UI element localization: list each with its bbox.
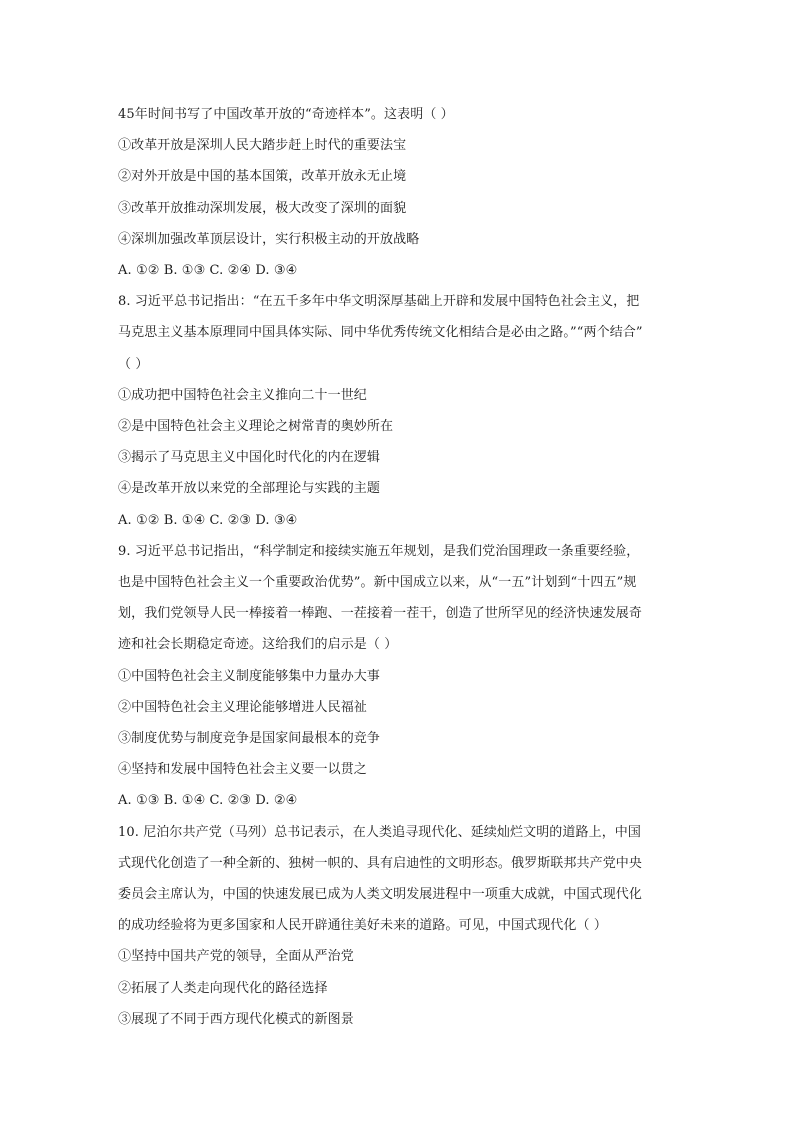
option-4: ④坚持和发展中国特色社会主义要一以贯之 <box>118 762 367 778</box>
option-3: ③制度优势与制度竞争是国家间最根本的竞争 <box>118 731 381 747</box>
questions-column <box>118 99 688 1035</box>
option-2: ②拓展了人类走向现代化的路径选择 <box>118 980 328 996</box>
question-stem-line: 10. 尼泊尔共产党（马列）总书记表示，在人类追寻现代化、延续灿烂文明的道路上，中国 <box>118 824 642 840</box>
answer-choices: A. ①② B. ①④ C. ②③ D. ③④ <box>118 512 298 528</box>
option-4: ④是改革开放以来党的全部理论与实践的主题 <box>118 481 381 497</box>
option-1: ①坚持中国共产党的领导，全面从严治党 <box>118 949 354 965</box>
option-3: ③改革开放推动深圳发展，极大改变了深圳的面貌 <box>118 200 407 216</box>
answer-choices: A. ①② B. ①③ C. ②④ D. ③④ <box>118 263 298 279</box>
option-4: ④深圳加强改革顶层设计，实行积极主动的开放战略 <box>118 231 420 247</box>
question-stem-line: 式现代化创造了一种全新的、独树一帜的、具有启迪性的文明形态。俄罗斯联邦共产党中央 <box>118 855 643 871</box>
option-1: ①中国特色社会主义制度能够集中力量办大事 <box>118 668 381 684</box>
option-2: ②是中国特色社会主义理论之树常青的奥妙所在 <box>118 419 394 435</box>
option-2: ②中国特色社会主义理论能够增进人民福祉 <box>118 699 367 715</box>
option-1: ①改革开放是深圳人民大踏步赶上时代的重要法宝 <box>118 138 407 154</box>
question-stem-line: 马克思主义基本原理同中国具体实际、同中华优秀传统文化相结合是必由之路。”“两个结合” <box>118 325 643 341</box>
question-stem-line: （ ） <box>118 356 149 372</box>
question-stem-line: 的成功经验将为更多国家和人民开辟通往美好未来的道路。可见，中国式现代化（ ） <box>118 918 607 934</box>
question-stem-line: 9. 习近平总书记指出，“科学制定和接续实施五年规划，是我们党治国理政一条重要经验， <box>118 543 640 559</box>
option-2: ②对外开放是中国的基本国策，改革开放永无止境 <box>118 169 407 185</box>
question-9 <box>118 536 688 817</box>
option-3: ③展现了不同于西方现代化模式的新图景 <box>118 1011 354 1027</box>
answer-choices: A. ①③ B. ①④ C. ②③ D. ②④ <box>118 793 298 809</box>
question-stem-line: 也是中国特色社会主义一个重要政治优势”。新中国成立以来，从“一五”计划到“十四五”规 <box>118 575 637 591</box>
question-10 <box>118 817 688 1035</box>
question-stem-line: 8. 习近平总书记指出：“在五千多年中华文明深厚基础上开辟和发展中国特色社会主义，把 <box>118 294 640 310</box>
question-stem-line: 45年时间书写了中国改革开放的“奇迹样本”。这表明（ ） <box>118 107 454 122</box>
question-8 <box>118 286 688 536</box>
option-3: ③揭示了马克思主义中国化时代化的内在逻辑 <box>118 450 381 466</box>
question-stem-line: 划，我们党领导人民一棒接着一棒跑、一茬接着一茬干，创造了世所罕见的经济快速发展奇 <box>118 606 643 622</box>
question-stem-line: 委员会主席认为，中国的快速发展已成为人类文明发展进程中一项重大成就，中国式现代化 <box>118 887 643 903</box>
question-7 <box>118 99 688 286</box>
question-stem-line: 迹和社会长期稳定奇迹。这给我们的启示是（ ） <box>118 637 398 653</box>
option-1: ①成功把中国特色社会主义推向二十一世纪 <box>118 387 367 403</box>
